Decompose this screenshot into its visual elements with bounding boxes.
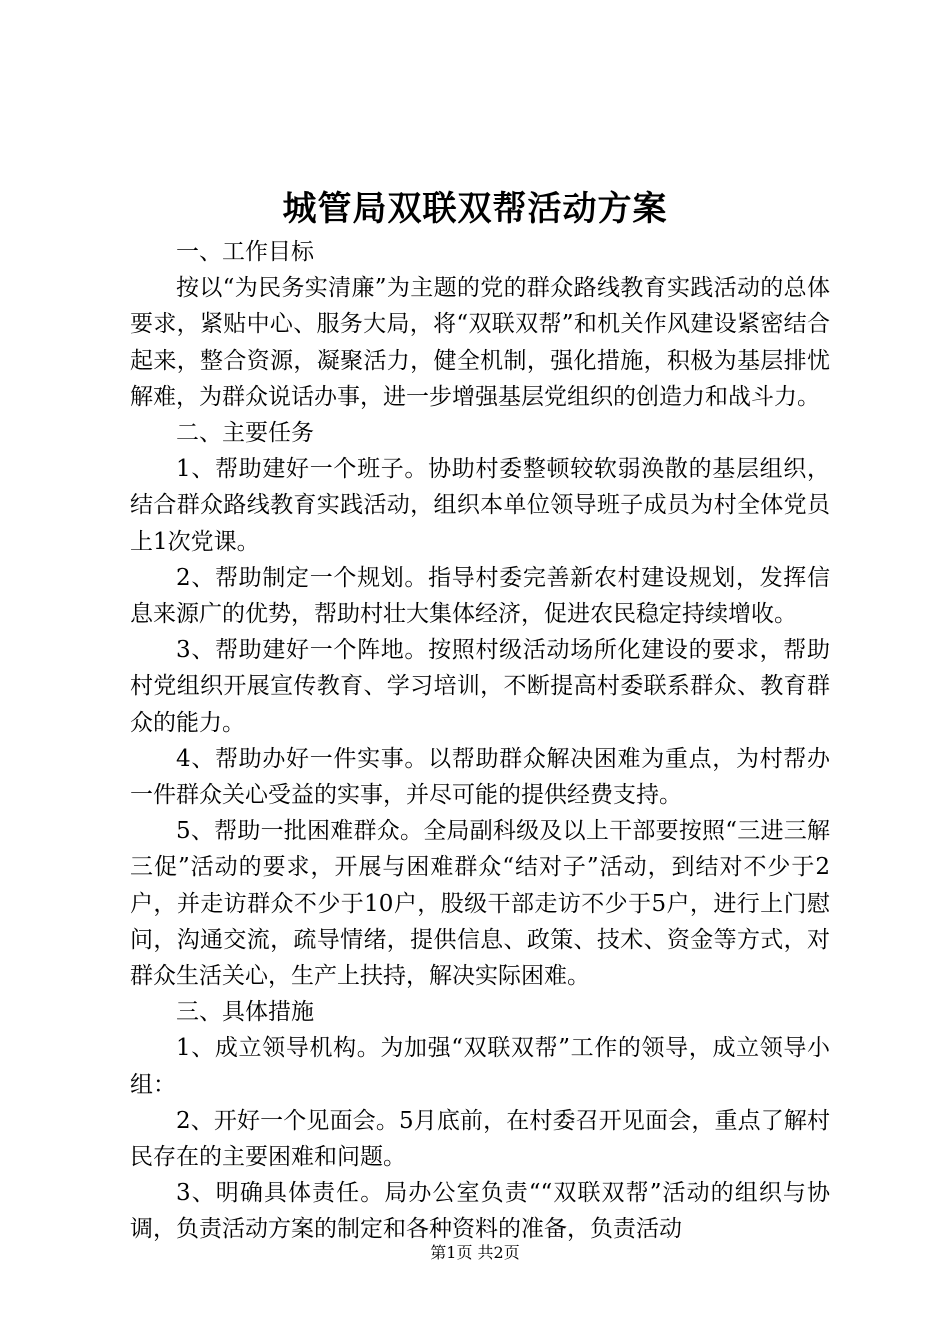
page-footer: 第1页 共2页 — [430, 1243, 520, 1262]
paragraph: 1、成立领导机构。为加强“双联双帮”工作的领导，成立领导小组： — [130, 1035, 830, 1098]
paragraph: 2、开好一个见面会。5月底前，在村委召开见面会，重点了解村民存在的主要困难和问题。 — [130, 1107, 830, 1171]
document-title: 城管局双联双帮活动方案 — [282, 189, 668, 229]
paragraph: 4、帮助办好一件实事。以帮助群众解决困难为重点，为村帮办一件群众关心受益的实事，并尽可能的提供经费支持。 — [130, 745, 830, 809]
section-heading: 三、具体措施 — [176, 999, 314, 1026]
paragraph: 按以“为民务实清廉”为主题的党的群众路线教育实践活动的总体要求，紧贴中心、服务大局，将“双联双帮”和机关作风建设紧密结合起来，整合资源，凝聚活力，健全机制，强化措施，积极为基层排忧解难，为群众说话办事，进一步增强基层党组织的创造力和战斗力。 — [130, 275, 830, 410]
document-body — [130, 234, 830, 1248]
paragraph: 5、帮助一批困难群众。全局副科级及以上干部要按照“三进三解三促”活动的要求，开展与困难群众“结对子”活动，到结对不少于2户，并走访群众不少于10户，股级干部走访不少于5户，进行上门慰问，沟通交流，疏导情绪，提供信息、政策、技术、资金等方式，对群众生活关心，生产上扶持，解决实际困难。 — [130, 818, 830, 990]
section-heading: 一、工作目标 — [176, 239, 314, 265]
paragraph: 3、帮助建好一个阵地。按照村级活动场所化建设的要求，帮助村党组织开展宣传教育、学习培训，不断提高村委联系群众、教育群众的能力。 — [130, 637, 830, 736]
section-heading: 二、主要任务 — [176, 420, 314, 447]
paragraph: 2、帮助制定一个规划。指导村委完善新农村建设规划，发挥信息来源广的优势，帮助村壮大集体经济，促进农民稳定持续增收。 — [130, 564, 830, 628]
paragraph: 3、明确具体责任。局办公室负责““双联双帮”活动的组织与协调，负责活动方案的制定和各种资料的准备，负责活动 — [130, 1180, 830, 1243]
paragraph: 1、帮助建好一个班子。协助村委整顿较软弱涣散的基层组织，结合群众路线教育实践活动，组织本单位领导班子成员为村全体党员上1次党课。 — [130, 456, 830, 555]
